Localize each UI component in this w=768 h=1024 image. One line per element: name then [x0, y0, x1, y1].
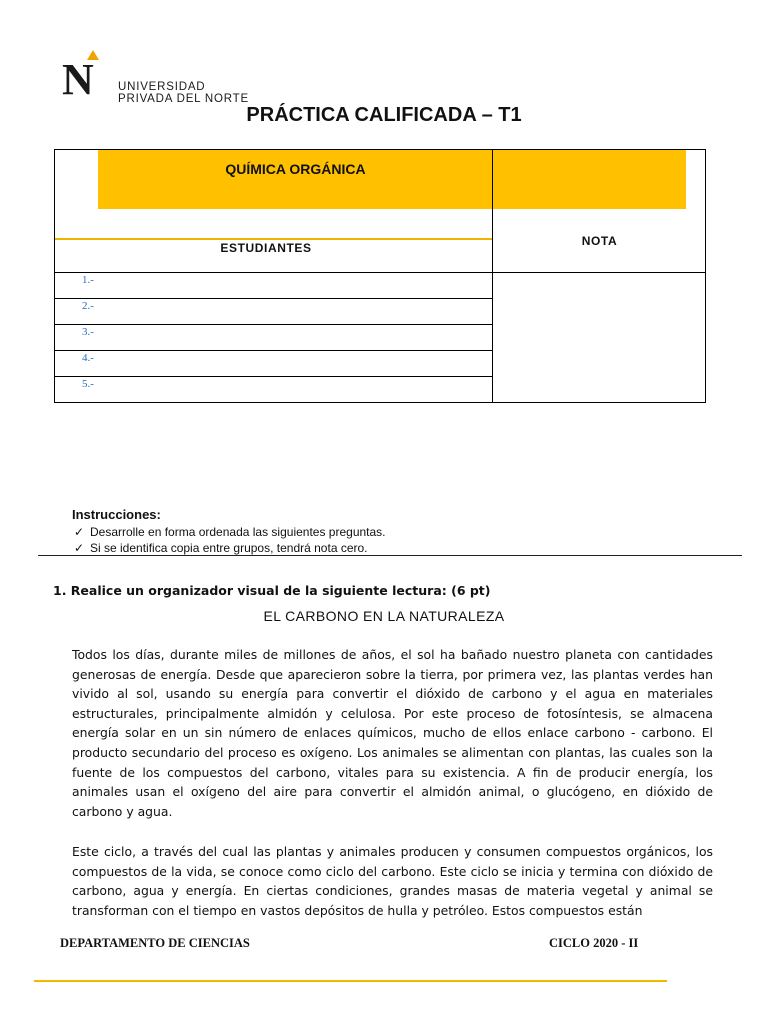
section-divider — [38, 555, 742, 556]
reading-paragraph-2: Este ciclo, a través del cual las plantas y animales producen y consumen compuestos orgánicos, los compuestos de la vida, se conoce como ciclo del carbono. Este ciclo se inicia y termina con dióxido de carbono, agua y energía. En ciertas condiciones, grandes masas de materia vegetal y animal se transforman con el tiempo en vastos depósitos de hulla y petróleo. Estos compuestos están — [72, 844, 713, 918]
grade-header: NOTA — [581, 234, 618, 248]
student-row-5[interactable]: 5.- — [82, 378, 94, 390]
footer-department: DEPARTAMENTO DE CIENCIAS — [60, 936, 250, 950]
instruction-text: Si se identifica copia entre grupos, tendrá nota cero. — [90, 541, 368, 555]
instructions-title: Instrucciones: — [72, 507, 161, 522]
table-divider — [492, 150, 493, 403]
logo-text-line2: PRIVADA DEL NORTE — [118, 93, 249, 105]
check-icon: ✓ — [74, 525, 85, 539]
instruction-item — [74, 525, 386, 539]
table-row-line — [55, 376, 492, 377]
table-row-line — [55, 324, 492, 325]
footer-cycle: CICLO 2020 - II — [549, 936, 639, 950]
question-1: 1. Realice un organizador visual de la siguiente lectura: (6 pt) — [53, 583, 491, 598]
table-row-line — [55, 350, 492, 351]
table-row-line — [55, 272, 492, 273]
logo-letter: N — [62, 55, 94, 104]
student-row-1[interactable]: 1.- — [82, 274, 94, 286]
table-row-line — [55, 298, 492, 299]
student-row-3[interactable]: 3.- — [82, 326, 94, 338]
student-row-2[interactable]: 2.- — [82, 300, 94, 312]
grade-header-line — [492, 272, 706, 273]
reading-paragraph-1: Todos los días, durante miles de millones de años, el sol ha bañado nuestro planeta con cantidades generosas de energía. Desde que aparecieron sobre la tierra, por primera vez, las plantas verdes han vivido al sol, usando su energía para convertir el dióxido de carbono y el agua en materiales estructurales, principalmente almidón y celulosa. Por este proceso de fotosíntesis, se almacena energía solar en un sin número de enlaces químicos, mucho de ellos enlace carbono - carbono. El producto secundario del proceso es oxígeno. Los animales se alimentan con plantas, las cuales son la fuente de los compuestos del carbono, vitales para su existencia. A fin de producir energía, los animales usan el oxígeno del aire para convertir el almidón animal, o glucógeno, en dióxido de carbono y agua. — [72, 647, 713, 819]
instruction-item — [74, 541, 368, 555]
check-icon: ✓ — [74, 541, 85, 555]
students-accent-line — [55, 238, 492, 240]
footer-accent-line — [34, 980, 667, 982]
student-grade-table — [54, 149, 706, 403]
page-title: PRÁCTICA CALIFICADA – T1 — [246, 104, 522, 126]
students-header: ESTUDIANTES — [220, 241, 312, 255]
reading-title: EL CARBONO EN LA NATURALEZA — [263, 608, 505, 624]
university-logo — [62, 48, 252, 104]
course-name: QUÍMICA ORGÁNICA — [225, 161, 366, 177]
logo-text-line1: UNIVERSIDAD — [118, 81, 206, 93]
instruction-text: Desarrolle en forma ordenada las siguientes preguntas. — [90, 525, 386, 539]
student-row-4[interactable]: 4.- — [82, 352, 94, 364]
